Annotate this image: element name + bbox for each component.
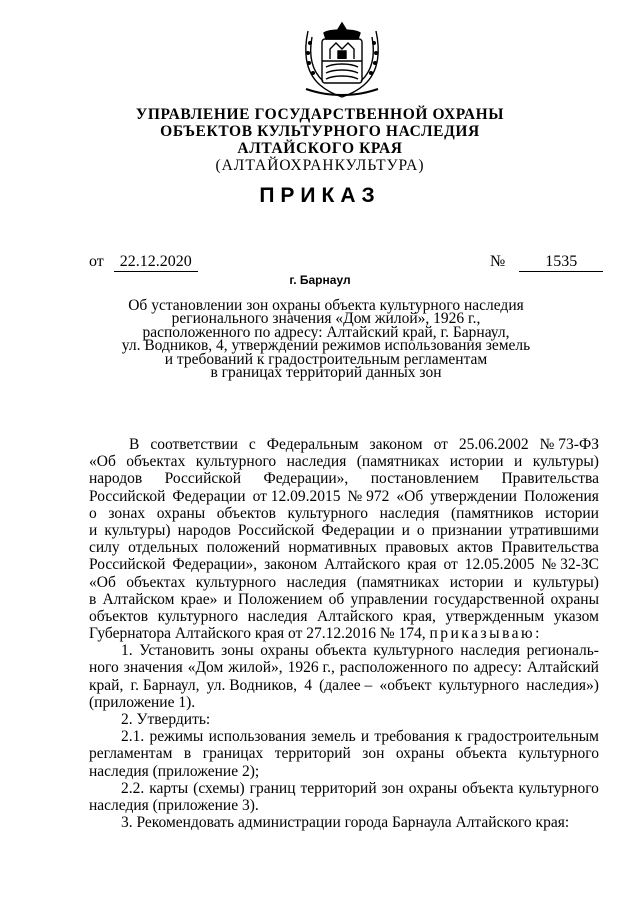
word: культуры) <box>532 573 599 591</box>
word: (далее – <box>319 676 373 694</box>
word: об <box>328 590 345 608</box>
word: соответствии <box>150 436 238 453</box>
word: положений <box>206 539 280 557</box>
word: края <box>407 556 437 574</box>
number-prefix: № <box>490 253 506 270</box>
word: государственной <box>433 590 545 608</box>
order-number: 1535 <box>519 253 603 272</box>
word: о <box>416 521 425 539</box>
word: наследия») <box>526 676 599 694</box>
item-2-1-paragraph <box>89 728 599 762</box>
word: охраны <box>156 504 206 522</box>
word: истории <box>545 504 599 522</box>
word: народов <box>177 521 231 539</box>
word: требования <box>374 728 450 746</box>
word: признании <box>431 521 503 539</box>
subject-line: в границах территорий данных зон <box>210 364 442 382</box>
word: края, <box>402 607 436 625</box>
word: культурного <box>373 642 454 660</box>
justified-line <box>89 522 599 539</box>
word: № 32-ЗС <box>541 556 599 574</box>
coat-of-arms-emblem <box>298 19 386 99</box>
document-title: ПРИКАЗ <box>259 184 381 207</box>
word: наследия <box>286 453 347 471</box>
word: Алтайского <box>324 556 401 574</box>
word: охраны <box>408 779 458 797</box>
justified-line <box>89 745 599 762</box>
word: охраны <box>260 642 309 660</box>
word: г. Барнаул, <box>130 676 200 694</box>
word: утратившими <box>509 521 599 539</box>
justified-line <box>89 539 599 556</box>
word: границ <box>249 779 296 797</box>
word: объектов <box>89 607 149 625</box>
justified-line <box>89 488 599 505</box>
date-prefix: от <box>89 253 104 270</box>
word: охраны <box>550 590 599 608</box>
word: адресу: <box>473 659 522 677</box>
word: значения <box>123 659 183 677</box>
word: и <box>514 453 523 471</box>
agency-name-line1: УПРАВЛЕНИЕ ГОСУДАРСТВЕННОЙ ОХРАНЫ <box>135 106 505 123</box>
word: Федеральным <box>266 436 359 453</box>
justified-line <box>89 505 599 522</box>
word: жилой», <box>228 659 283 677</box>
subject-line: регионального значения «Дом жилой», 1926 г., <box>171 310 481 328</box>
word: охраны <box>395 745 445 763</box>
word: (памятниках <box>356 453 440 471</box>
word: истории <box>449 453 504 471</box>
word: край, <box>89 676 124 694</box>
word: культурного <box>195 573 277 591</box>
word: Положением <box>238 590 323 608</box>
word: ного <box>89 659 119 677</box>
word: крае» <box>180 590 218 608</box>
word: культурного <box>157 607 239 625</box>
word: культурного <box>438 676 520 694</box>
word: от <box>443 556 458 574</box>
word: Федерации <box>321 521 395 539</box>
word: «Об <box>396 487 424 505</box>
word: наследия <box>460 642 521 660</box>
item-1-last-line: (приложение 1). <box>89 693 196 711</box>
word: Установить <box>139 642 215 660</box>
word: культуры) <box>104 521 171 539</box>
word: Алтайский <box>526 659 599 677</box>
word: № 972 <box>347 487 390 505</box>
word: зонах <box>108 504 146 522</box>
word: к <box>454 728 463 746</box>
justified-line <box>89 608 599 625</box>
word: В <box>129 436 140 453</box>
preamble-last-line <box>89 625 599 642</box>
item-2-2-paragraph <box>89 780 599 797</box>
word: «объект <box>379 676 432 694</box>
word: Правительства <box>501 470 599 488</box>
justified-line <box>89 677 599 694</box>
word: Федерации», <box>172 556 258 574</box>
word: по <box>452 659 469 677</box>
word: 4 <box>304 676 312 694</box>
word: (памятников <box>451 504 534 522</box>
word: и <box>401 521 410 539</box>
word: Российской <box>89 556 166 574</box>
order-body <box>89 436 599 831</box>
item-3-heading: 3. Рекомендовать администрации города Барнаула Алтайского края: <box>121 814 570 832</box>
word: силу <box>89 539 120 557</box>
word: отдельных <box>128 539 199 557</box>
order-date-row <box>89 253 198 272</box>
word: правовых <box>385 539 449 557</box>
word: Российской <box>89 487 166 505</box>
word: Российской <box>164 470 242 488</box>
word: в <box>89 590 97 608</box>
word: наследия <box>379 504 440 522</box>
order-date: 22.12.2020 <box>114 253 198 272</box>
word: использования <box>208 728 306 746</box>
word: в <box>183 745 192 763</box>
word: Российской <box>237 521 315 539</box>
word: «Об <box>89 453 116 471</box>
justified-line <box>89 556 599 573</box>
subject-line: расположенного по адресу: Алтайский край, г. Барнаул, <box>142 323 510 341</box>
word: зон <box>362 745 385 763</box>
word: объектах <box>126 573 186 591</box>
word: управлении <box>350 590 428 608</box>
justified-line <box>89 470 599 487</box>
word: карты <box>149 779 189 797</box>
word: указом <box>553 607 599 625</box>
justified-line <box>89 780 599 797</box>
word: от 12.09.2015 <box>252 487 341 505</box>
word: актов <box>457 539 493 557</box>
word: режимы <box>149 728 204 746</box>
word: постановлением <box>370 470 479 488</box>
item-2-1-last-line: наследия (приложение 2); <box>89 762 260 780</box>
word: зон <box>381 779 404 797</box>
word: 25.06.2002 <box>458 436 529 453</box>
word: 2.2. <box>121 779 145 797</box>
word: законом <box>369 436 423 453</box>
word: «Об <box>89 573 116 591</box>
word: объекта <box>455 745 508 763</box>
word: границах <box>202 745 264 763</box>
word: 2.1. <box>121 728 145 746</box>
word: (схемы) <box>193 779 245 797</box>
word: культурного <box>518 779 599 797</box>
word: законом <box>264 556 318 574</box>
word: зоны <box>221 642 254 660</box>
word: культурного <box>195 453 277 471</box>
issue-city: г. Барнаул <box>289 273 351 287</box>
subject-line: Об установлении зон охраны объекта культурного наследия <box>128 297 524 314</box>
justified-line <box>89 728 599 745</box>
word: № 73-ФЗ <box>539 436 599 453</box>
word: объектах <box>126 453 186 471</box>
word: ул. Водников, <box>206 676 298 694</box>
word: региональ- <box>526 642 599 660</box>
word: Федерации <box>172 487 246 505</box>
word: Алтайском <box>102 590 175 608</box>
agency-name-line2: ОБЪЕКТОВ КУЛЬТУРНОГО НАСЛЕДИЯ <box>160 123 480 140</box>
word: наследия <box>247 607 308 625</box>
word: и <box>89 521 98 539</box>
word: наследия <box>286 573 347 591</box>
agency-abbreviation: (АЛТАЙОХРАНКУЛЬТУРА) <box>215 157 425 174</box>
word: утверждении <box>430 487 517 505</box>
subject-line: ул. Водников, 4, утверждении режимов использования земель <box>121 337 531 355</box>
justified-line <box>89 642 599 659</box>
order-number-row <box>490 253 603 272</box>
justified-line <box>89 659 599 676</box>
justified-line <box>89 591 599 608</box>
word: культурного <box>518 745 599 763</box>
word: Алтайского <box>317 607 394 625</box>
word: «Дом <box>187 659 224 677</box>
justified-line <box>89 453 599 470</box>
subject-line: и требований к градостроительным регламентам <box>164 350 488 368</box>
preamble-last-text: Губернатора Алтайского края от 27.12.2016 № 174, <box>89 625 426 643</box>
order-subject <box>118 297 534 382</box>
word: 1. <box>121 642 133 660</box>
item-2-2-last-line: наследия (приложение 3). <box>89 796 259 814</box>
item-1-paragraph <box>89 642 599 694</box>
word: объектов <box>216 504 276 522</box>
word: 12.05.2005 <box>464 556 535 574</box>
word: (памятниках <box>356 573 440 591</box>
justified-line <box>89 574 599 591</box>
word: с <box>248 436 256 453</box>
word: о <box>89 504 97 522</box>
word: культуры) <box>532 453 599 471</box>
word: и <box>223 590 232 608</box>
word: Правительства <box>501 539 599 557</box>
word: территорий <box>300 779 377 797</box>
word: Положения <box>523 487 599 505</box>
order-verb: приказываю: <box>429 625 542 643</box>
word: объекта <box>315 642 367 660</box>
word: 1926 г., <box>287 659 335 677</box>
word: народов <box>89 470 143 488</box>
word: объекта <box>462 779 514 797</box>
word: от <box>433 436 448 453</box>
word: градостроительным <box>467 728 599 746</box>
agency-name-line3: АЛТАЙСКОГО КРАЯ <box>237 140 403 157</box>
word: регламентам <box>89 745 173 763</box>
word: расположенного <box>339 659 448 677</box>
word: культурного <box>287 504 368 522</box>
preamble-paragraph <box>89 436 599 625</box>
word: и <box>514 573 523 591</box>
word: нормативных <box>288 539 377 557</box>
word: утвержденным <box>445 607 545 625</box>
word: земель <box>311 728 356 746</box>
word: истории <box>449 573 504 591</box>
item-2-heading: 2. Утвердить: <box>121 711 211 728</box>
word: территорий <box>274 745 351 763</box>
word: Федерации», <box>263 470 349 488</box>
justified-line <box>89 436 599 453</box>
word: и <box>360 728 370 746</box>
